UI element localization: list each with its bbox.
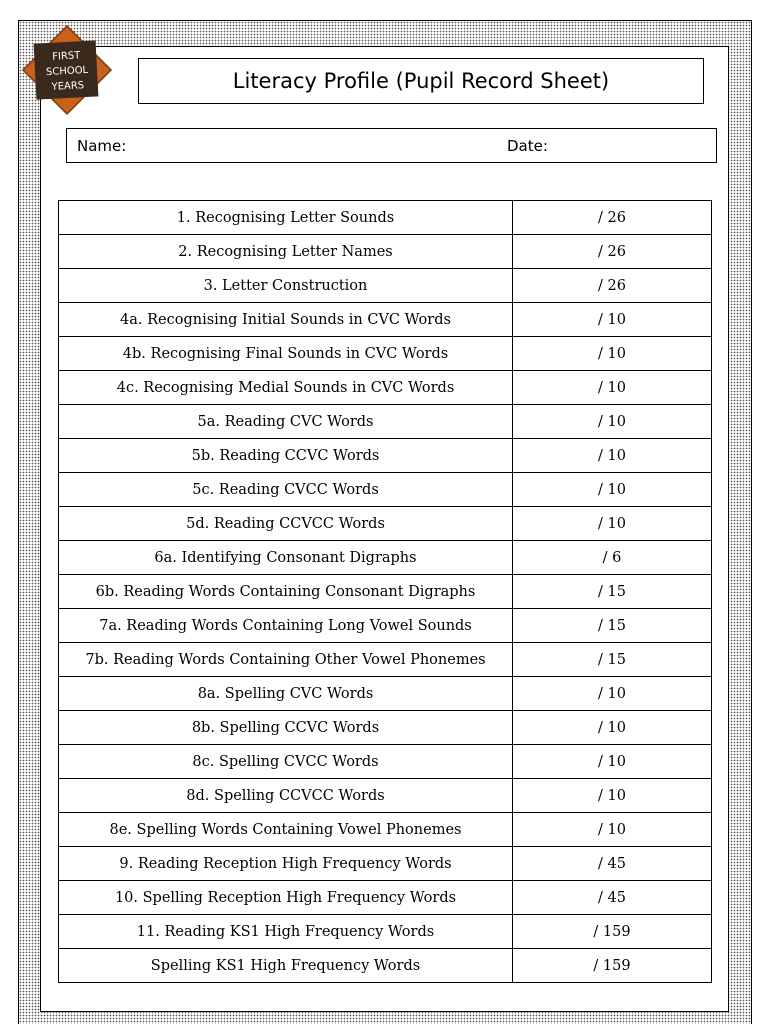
logo-line-1: FIRST bbox=[51, 50, 81, 63]
score-cell[interactable]: / 10 bbox=[513, 337, 712, 371]
table-row bbox=[59, 439, 712, 473]
date-label: Date: bbox=[507, 137, 548, 155]
table-row bbox=[59, 269, 712, 303]
table-row bbox=[59, 575, 712, 609]
table-row bbox=[59, 745, 712, 779]
table-row bbox=[59, 235, 712, 269]
table-row bbox=[59, 711, 712, 745]
score-cell[interactable]: / 159 bbox=[513, 915, 712, 949]
assessment-label: 2. Recognising Letter Names bbox=[59, 235, 513, 269]
first-school-years-logo bbox=[21, 24, 113, 116]
assessment-label: 8a. Spelling CVC Words bbox=[59, 677, 513, 711]
score-cell[interactable]: / 15 bbox=[513, 609, 712, 643]
table-row bbox=[59, 337, 712, 371]
table-row bbox=[59, 371, 712, 405]
score-cell[interactable]: / 26 bbox=[513, 235, 712, 269]
table-row bbox=[59, 881, 712, 915]
assessment-label: 5d. Reading CCVCC Words bbox=[59, 507, 513, 541]
score-cell[interactable]: / 10 bbox=[513, 303, 712, 337]
assessment-label: 5b. Reading CCVC Words bbox=[59, 439, 513, 473]
assessment-label: 4b. Recognising Final Sounds in CVC Words bbox=[59, 337, 513, 371]
assessment-label: 8c. Spelling CVCC Words bbox=[59, 745, 513, 779]
assessment-label: 7b. Reading Words Containing Other Vowel Phonemes bbox=[59, 643, 513, 677]
score-cell[interactable]: / 15 bbox=[513, 575, 712, 609]
assessment-label: 3. Letter Construction bbox=[59, 269, 513, 303]
table-row bbox=[59, 303, 712, 337]
assessment-label: 6a. Identifying Consonant Digraphs bbox=[59, 541, 513, 575]
score-cell[interactable]: / 10 bbox=[513, 473, 712, 507]
logo-line-2: SCHOOL bbox=[45, 64, 89, 79]
score-cell[interactable]: / 10 bbox=[513, 711, 712, 745]
score-cell[interactable]: / 6 bbox=[513, 541, 712, 575]
score-cell[interactable]: / 26 bbox=[513, 201, 712, 235]
table-row bbox=[59, 201, 712, 235]
assessment-label: 7a. Reading Words Containing Long Vowel Sounds bbox=[59, 609, 513, 643]
score-cell[interactable]: / 10 bbox=[513, 745, 712, 779]
score-cell[interactable]: / 10 bbox=[513, 405, 712, 439]
page-title: Literacy Profile (Pupil Record Sheet) bbox=[138, 58, 704, 104]
name-date-box bbox=[66, 128, 717, 163]
assessment-label: 9. Reading Reception High Frequency Words bbox=[59, 847, 513, 881]
assessment-label: 4a. Recognising Initial Sounds in CVC Words bbox=[59, 303, 513, 337]
assessment-label: 8b. Spelling CCVC Words bbox=[59, 711, 513, 745]
literacy-score-table bbox=[58, 200, 712, 983]
score-cell[interactable]: / 45 bbox=[513, 881, 712, 915]
score-cell[interactable]: / 10 bbox=[513, 813, 712, 847]
score-cell[interactable]: / 10 bbox=[513, 507, 712, 541]
assessment-label: 6b. Reading Words Containing Consonant Digraphs bbox=[59, 575, 513, 609]
score-cell[interactable]: / 10 bbox=[513, 439, 712, 473]
assessment-label: 11. Reading KS1 High Frequency Words bbox=[59, 915, 513, 949]
score-cell[interactable]: / 159 bbox=[513, 949, 712, 983]
table-row bbox=[59, 507, 712, 541]
score-cell[interactable]: / 10 bbox=[513, 677, 712, 711]
score-cell[interactable]: / 10 bbox=[513, 371, 712, 405]
assessment-label: 8d. Spelling CCVCC Words bbox=[59, 779, 513, 813]
table-row bbox=[59, 915, 712, 949]
assessment-label: 8e. Spelling Words Containing Vowel Phonemes bbox=[59, 813, 513, 847]
table-row bbox=[59, 847, 712, 881]
assessment-label: 10. Spelling Reception High Frequency Words bbox=[59, 881, 513, 915]
assessment-label: 5a. Reading CVC Words bbox=[59, 405, 513, 439]
name-label: Name: bbox=[77, 137, 127, 155]
score-cell[interactable]: / 15 bbox=[513, 643, 712, 677]
table-row bbox=[59, 779, 712, 813]
score-cell[interactable]: / 26 bbox=[513, 269, 712, 303]
table-row bbox=[59, 813, 712, 847]
table-row bbox=[59, 949, 712, 983]
assessment-label: Spelling KS1 High Frequency Words bbox=[59, 949, 513, 983]
assessment-label: 4c. Recognising Medial Sounds in CVC Words bbox=[59, 371, 513, 405]
table-row bbox=[59, 677, 712, 711]
table-row bbox=[59, 609, 712, 643]
score-cell[interactable]: / 45 bbox=[513, 847, 712, 881]
table-row bbox=[59, 405, 712, 439]
table-row bbox=[59, 541, 712, 575]
table-row bbox=[59, 473, 712, 507]
table-row bbox=[59, 643, 712, 677]
assessment-label: 1. Recognising Letter Sounds bbox=[59, 201, 513, 235]
score-cell[interactable]: / 10 bbox=[513, 779, 712, 813]
logo-line-3: YEARS bbox=[51, 80, 85, 93]
assessment-label: 5c. Reading CVCC Words bbox=[59, 473, 513, 507]
